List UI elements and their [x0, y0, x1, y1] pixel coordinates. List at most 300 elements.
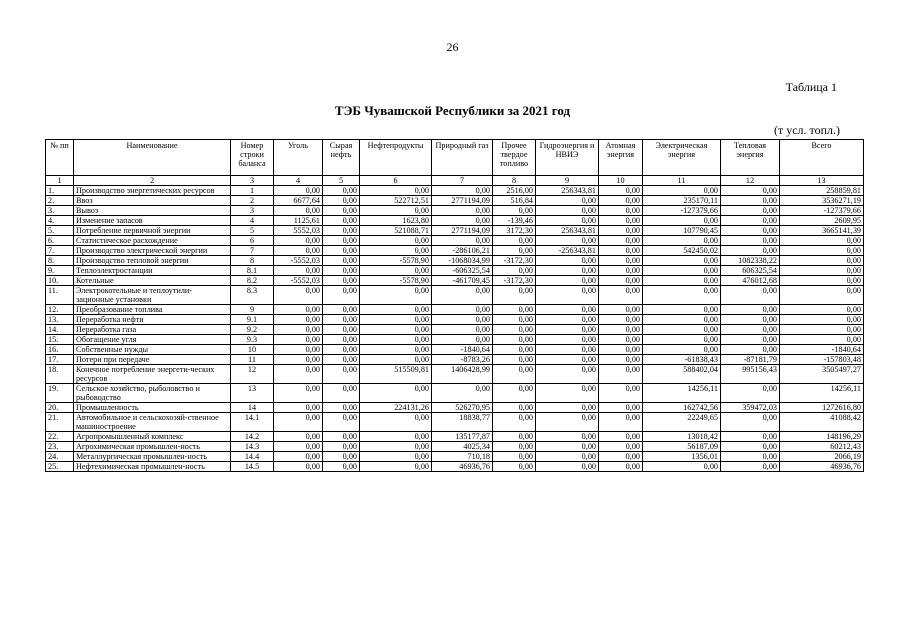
value-cell: 0,00	[536, 452, 599, 462]
balance-line-cell: 14.1	[231, 413, 274, 432]
balance-line-cell: 14.2	[231, 432, 274, 442]
energy-balance-table	[45, 139, 864, 472]
value-cell: 0,00	[599, 276, 643, 286]
value-cell: 0,00	[360, 442, 432, 452]
value-cell: 4025,34	[432, 442, 493, 452]
value-cell: 2066,19	[780, 452, 864, 462]
value-cell: 0,00	[360, 355, 432, 365]
value-cell: 256343,81	[536, 226, 599, 236]
row-name-cell: Изменение запасов	[74, 216, 231, 226]
balance-line-cell: 8.1	[231, 266, 274, 276]
column-header: Электрическая энергия	[643, 140, 721, 176]
value-cell: 0,00	[599, 196, 643, 206]
value-cell: -5578,90	[360, 276, 432, 286]
value-cell: 256343,81	[536, 186, 599, 196]
balance-line-cell: 5	[231, 226, 274, 236]
value-cell: 0,00	[323, 196, 360, 206]
value-cell: 0,00	[493, 206, 536, 216]
column-header: № пп	[46, 140, 74, 176]
value-cell: -1068034,99	[432, 256, 493, 266]
value-cell: 0,00	[599, 256, 643, 266]
value-cell: 0,00	[360, 413, 432, 432]
table-row	[46, 345, 864, 355]
value-cell: 0,00	[599, 226, 643, 236]
value-cell: 0,00	[274, 355, 323, 365]
balance-line-cell: 2	[231, 196, 274, 206]
table-body	[46, 176, 864, 472]
value-cell: 258859,81	[780, 186, 864, 196]
table-row	[46, 403, 864, 413]
table-row	[46, 335, 864, 345]
value-cell: 0,00	[360, 236, 432, 246]
row-name-cell: Теплоэлектростанции	[74, 266, 231, 276]
value-cell: 1356,01	[643, 452, 721, 462]
value-cell: 995156,43	[721, 365, 780, 384]
column-number-cell: 1	[46, 176, 74, 186]
value-cell: 0,00	[274, 335, 323, 345]
value-cell: 0,00	[323, 345, 360, 355]
value-cell: 588402,04	[643, 365, 721, 384]
column-header: Всего	[780, 140, 864, 176]
value-cell: 5552,03	[274, 226, 323, 236]
value-cell: 0,00	[599, 315, 643, 325]
value-cell: 224131,26	[360, 403, 432, 413]
row-name-cell: Автомобильное и сельскохозяй-ственное машиностроение	[74, 413, 231, 432]
value-cell: 0,00	[721, 315, 780, 325]
column-number-cell: 12	[721, 176, 780, 186]
balance-line-cell: 3	[231, 206, 274, 216]
value-cell: 0,00	[274, 365, 323, 384]
value-cell: 6677,64	[274, 196, 323, 206]
column-number-row	[46, 176, 864, 186]
value-cell: 0,00	[599, 413, 643, 432]
value-cell: 0,00	[493, 365, 536, 384]
value-cell: -127379,66	[643, 206, 721, 216]
row-name-cell: Потребление первичной энергии	[74, 226, 231, 236]
value-cell: -286106,21	[432, 246, 493, 256]
value-cell: 0,00	[274, 305, 323, 315]
table-row	[46, 206, 864, 216]
balance-line-cell: 14.3	[231, 442, 274, 452]
value-cell: 1125,61	[274, 216, 323, 226]
value-cell: 0,00	[493, 442, 536, 452]
row-number-cell: 16.	[46, 345, 74, 355]
value-cell: 0,00	[323, 256, 360, 266]
value-cell: 0,00	[360, 305, 432, 315]
value-cell: 0,00	[323, 335, 360, 345]
value-cell: 1406428,99	[432, 365, 493, 384]
value-cell: 0,00	[536, 355, 599, 365]
row-number-cell: 10.	[46, 276, 74, 286]
value-cell: -157803,48	[780, 355, 864, 365]
column-number-cell: 2	[74, 176, 231, 186]
header-row	[46, 140, 864, 176]
row-number-cell: 23.	[46, 442, 74, 452]
value-cell: 0,00	[643, 256, 721, 266]
value-cell: 14256,11	[780, 384, 864, 403]
row-name-cell: Нефтехимическая промышлен-ность	[74, 462, 231, 472]
value-cell: 0,00	[599, 305, 643, 315]
value-cell: 0,00	[721, 413, 780, 432]
value-cell: 41088,42	[780, 413, 864, 432]
value-cell: 0,00	[323, 246, 360, 256]
value-cell: 0,00	[536, 365, 599, 384]
column-number-cell: 6	[360, 176, 432, 186]
value-cell: 0,00	[323, 462, 360, 472]
column-header: Гидроэнергия и НВИЭ	[536, 140, 599, 176]
value-cell: 0,00	[360, 315, 432, 325]
value-cell: -8783,26	[432, 355, 493, 365]
row-number-cell: 22.	[46, 432, 74, 442]
value-cell: 0,00	[493, 355, 536, 365]
value-cell: -3172,30	[493, 256, 536, 266]
value-cell: 1272616,80	[780, 403, 864, 413]
table-row	[46, 413, 864, 432]
value-cell: 0,00	[323, 325, 360, 335]
column-number-cell: 11	[643, 176, 721, 186]
value-cell: 0,00	[780, 246, 864, 256]
value-cell: 0,00	[432, 335, 493, 345]
value-cell: 0,00	[323, 384, 360, 403]
row-number-cell: 13.	[46, 315, 74, 325]
value-cell: 0,00	[360, 452, 432, 462]
value-cell: 46936,76	[432, 462, 493, 472]
value-cell: 0,00	[493, 305, 536, 315]
value-cell: -5578,90	[360, 256, 432, 266]
value-cell: 2771194,09	[432, 226, 493, 236]
column-header: Уголь	[274, 140, 323, 176]
value-cell: 0,00	[536, 432, 599, 442]
table-row	[46, 452, 864, 462]
value-cell: 0,00	[536, 413, 599, 432]
balance-line-cell: 7	[231, 246, 274, 256]
balance-line-cell: 14	[231, 403, 274, 413]
column-number-cell: 5	[323, 176, 360, 186]
table-row	[46, 266, 864, 276]
column-header: Природный газ	[432, 140, 493, 176]
value-cell: 0,00	[721, 442, 780, 452]
value-cell: 0,00	[536, 325, 599, 335]
value-cell: 0,00	[780, 276, 864, 286]
row-name-cell: Электрокотельные и теплоутили-зационные установки	[74, 286, 231, 305]
value-cell: -1840,64	[780, 345, 864, 355]
value-cell: 0,00	[721, 236, 780, 246]
value-cell: 0,00	[274, 462, 323, 472]
row-number-cell: 25.	[46, 462, 74, 472]
value-cell: 0,00	[323, 286, 360, 305]
value-cell: 0,00	[780, 256, 864, 266]
value-cell: 0,00	[323, 305, 360, 315]
value-cell: 0,00	[360, 286, 432, 305]
value-cell: 0,00	[536, 196, 599, 206]
value-cell: 0,00	[274, 286, 323, 305]
value-cell: 0,00	[493, 413, 536, 432]
value-cell: 162742,56	[643, 403, 721, 413]
table-row	[46, 462, 864, 472]
value-cell: 0,00	[360, 186, 432, 196]
value-cell: 0,00	[599, 186, 643, 196]
value-cell: 0,00	[599, 216, 643, 226]
value-cell: 3172,30	[493, 226, 536, 236]
table-row	[46, 196, 864, 206]
value-cell: 0,00	[536, 276, 599, 286]
value-cell: 1623,80	[360, 216, 432, 226]
value-cell: 0,00	[493, 403, 536, 413]
table-row	[46, 216, 864, 226]
value-cell: 0,00	[274, 442, 323, 452]
value-cell: 0,00	[323, 206, 360, 216]
balance-line-cell: 8.3	[231, 286, 274, 305]
value-cell: 0,00	[493, 315, 536, 325]
value-cell: 0,00	[274, 186, 323, 196]
table-row	[46, 256, 864, 266]
value-cell: 0,00	[599, 432, 643, 442]
value-cell: 235170,11	[643, 196, 721, 206]
value-cell: 0,00	[721, 196, 780, 206]
row-number-cell: 9.	[46, 266, 74, 276]
value-cell: -87181,79	[721, 355, 780, 365]
value-cell: 0,00	[432, 384, 493, 403]
document-title: ТЭБ Чувашской Республики за 2021 год	[334, 103, 571, 118]
table-row	[46, 236, 864, 246]
value-cell: 2771194,09	[432, 196, 493, 206]
value-cell: 516,84	[493, 196, 536, 206]
row-name-cell: Агрохимическая промышлен-ность	[74, 442, 231, 452]
value-cell: 0,00	[432, 286, 493, 305]
value-cell: 0,00	[643, 216, 721, 226]
row-number-cell: 2.	[46, 196, 74, 206]
value-cell: -1840,64	[432, 345, 493, 355]
column-header: Сырая нефть	[323, 140, 360, 176]
column-number-cell: 9	[536, 176, 599, 186]
table-row	[46, 305, 864, 315]
value-cell: 0,00	[536, 315, 599, 325]
row-name-cell: Производство энергетических ресурсов	[74, 186, 231, 196]
value-cell: 0,00	[721, 325, 780, 335]
column-header: Тепловая энергия	[721, 140, 780, 176]
value-cell: 0,00	[599, 355, 643, 365]
column-number-cell: 3	[231, 176, 274, 186]
table-label: Таблица 1	[785, 80, 837, 94]
value-cell: 0,00	[360, 325, 432, 335]
value-cell: 0,00	[536, 335, 599, 345]
units-label: (т усл. топл.)	[773, 123, 840, 137]
value-cell: 526270,95	[432, 403, 493, 413]
value-cell: 0,00	[432, 315, 493, 325]
balance-line-cell: 14.4	[231, 452, 274, 462]
value-cell: 0,00	[274, 315, 323, 325]
value-cell: 0,00	[360, 384, 432, 403]
value-cell: 0,00	[643, 345, 721, 355]
value-cell: 0,00	[599, 286, 643, 305]
row-name-cell: Конечное потребление энергети-ческих ресурсов	[74, 365, 231, 384]
value-cell: 0,00	[599, 236, 643, 246]
value-cell: 0,00	[721, 206, 780, 216]
value-cell: 0,00	[780, 286, 864, 305]
value-cell: 0,00	[643, 276, 721, 286]
row-number-cell: 1.	[46, 186, 74, 196]
value-cell: 0,00	[432, 325, 493, 335]
row-number-cell: 14.	[46, 325, 74, 335]
value-cell: 0,00	[599, 266, 643, 276]
column-number-cell: 10	[599, 176, 643, 186]
row-name-cell: Собственные нужды	[74, 345, 231, 355]
row-name-cell: Статистическое расхождение	[74, 236, 231, 246]
row-name-cell: Сельское хозяйство, рыболовство и рыбоводство	[74, 384, 231, 403]
value-cell: 0,00	[721, 384, 780, 403]
balance-line-cell: 11	[231, 355, 274, 365]
value-cell: 0,00	[780, 305, 864, 315]
table-row	[46, 286, 864, 305]
row-number-cell: 21.	[46, 413, 74, 432]
value-cell: 0,00	[599, 345, 643, 355]
value-cell: 0,00	[360, 345, 432, 355]
value-cell: -606325,54	[432, 266, 493, 276]
value-cell: 0,00	[274, 206, 323, 216]
row-name-cell: Потери при передаче	[74, 355, 231, 365]
value-cell: -256343,81	[536, 246, 599, 256]
value-cell: 0,00	[323, 365, 360, 384]
value-cell: 0,00	[721, 305, 780, 315]
value-cell: 521088,71	[360, 226, 432, 236]
value-cell: 148196,29	[780, 432, 864, 442]
value-cell: 0,00	[536, 345, 599, 355]
value-cell: 0,00	[432, 186, 493, 196]
value-cell: 0,00	[721, 345, 780, 355]
value-cell: 0,00	[721, 452, 780, 462]
value-cell: 0,00	[323, 266, 360, 276]
value-cell: 0,00	[360, 206, 432, 216]
value-cell: 0,00	[360, 246, 432, 256]
value-cell: 0,00	[323, 236, 360, 246]
value-cell: 0,00	[780, 315, 864, 325]
value-cell: 0,00	[493, 452, 536, 462]
value-cell: -5552,03	[274, 276, 323, 286]
row-number-cell: 8.	[46, 256, 74, 266]
value-cell: 0,00	[721, 246, 780, 256]
value-cell: 0,00	[323, 216, 360, 226]
table-row	[46, 186, 864, 196]
value-cell: 0,00	[643, 186, 721, 196]
value-cell: 0,00	[536, 462, 599, 472]
value-cell: 0,00	[323, 355, 360, 365]
table-row	[46, 365, 864, 384]
value-cell: 0,00	[274, 345, 323, 355]
balance-line-cell: 8	[231, 256, 274, 266]
value-cell: 0,00	[536, 305, 599, 315]
value-cell: 2516,00	[493, 186, 536, 196]
value-cell: 0,00	[323, 442, 360, 452]
balance-line-cell: 14.5	[231, 462, 274, 472]
row-name-cell: Котельные	[74, 276, 231, 286]
balance-line-cell: 12	[231, 365, 274, 384]
row-number-cell: 6.	[46, 236, 74, 246]
value-cell: 3665141,39	[780, 226, 864, 236]
table-row	[46, 226, 864, 236]
value-cell: 0,00	[493, 266, 536, 276]
column-number-cell: 4	[274, 176, 323, 186]
row-name-cell: Производство тепловой энергии	[74, 256, 231, 266]
value-cell: 107790,45	[643, 226, 721, 236]
row-number-cell: 20.	[46, 403, 74, 413]
value-cell: 0,00	[721, 186, 780, 196]
row-name-cell: Преобразование топлива	[74, 305, 231, 315]
value-cell: 0,00	[536, 442, 599, 452]
value-cell: 0,00	[721, 335, 780, 345]
value-cell: 0,00	[643, 462, 721, 472]
value-cell: 0,00	[721, 226, 780, 236]
value-cell: 60212,43	[780, 442, 864, 452]
column-header: Атомная энергия	[599, 140, 643, 176]
table-row	[46, 315, 864, 325]
value-cell: 0,00	[323, 226, 360, 236]
value-cell: 0,00	[274, 266, 323, 276]
page-number: 26	[446, 40, 459, 54]
value-cell: 0,00	[493, 325, 536, 335]
row-name-cell: Переработка газа	[74, 325, 231, 335]
value-cell: 56187,09	[643, 442, 721, 452]
table-row	[46, 325, 864, 335]
table-row	[46, 246, 864, 256]
value-cell: 0,00	[432, 206, 493, 216]
column-number-cell: 13	[780, 176, 864, 186]
row-number-cell: 24.	[46, 452, 74, 462]
row-number-cell: 5.	[46, 226, 74, 236]
balance-line-cell: 9.3	[231, 335, 274, 345]
column-header: Прочее твердое топливо	[493, 140, 536, 176]
value-cell: 542450,02	[643, 246, 721, 256]
value-cell: 0,00	[323, 403, 360, 413]
value-cell: 0,00	[599, 452, 643, 462]
row-number-cell: 7.	[46, 246, 74, 256]
row-name-cell: Вывоз	[74, 206, 231, 216]
value-cell: 0,00	[721, 432, 780, 442]
value-cell: 18838,77	[432, 413, 493, 432]
value-cell: 0,00	[643, 325, 721, 335]
value-cell: 0,00	[780, 236, 864, 246]
row-number-cell: 3.	[46, 206, 74, 216]
balance-line-cell: 8.2	[231, 276, 274, 286]
value-cell: 0,00	[599, 325, 643, 335]
row-number-cell: 4.	[46, 216, 74, 226]
value-cell: 0,00	[323, 452, 360, 462]
value-cell: 0,00	[721, 216, 780, 226]
value-cell: 0,00	[599, 403, 643, 413]
value-cell: 0,00	[274, 236, 323, 246]
value-cell: 0,00	[536, 266, 599, 276]
value-cell: 0,00	[493, 236, 536, 246]
value-cell: 0,00	[780, 325, 864, 335]
row-number-cell: 18.	[46, 365, 74, 384]
value-cell: 0,00	[599, 462, 643, 472]
value-cell: 515509,81	[360, 365, 432, 384]
value-cell: 0,00	[780, 266, 864, 276]
value-cell: 0,00	[274, 325, 323, 335]
row-number-cell: 19.	[46, 384, 74, 403]
row-name-cell: Производство электрической энергии	[74, 246, 231, 256]
value-cell: 0,00	[274, 384, 323, 403]
value-cell: 0,00	[599, 442, 643, 452]
row-name-cell: Металлургическая промышлен-ность	[74, 452, 231, 462]
row-name-cell: Ввоз	[74, 196, 231, 206]
value-cell: -5552,03	[274, 256, 323, 266]
row-number-cell: 15.	[46, 335, 74, 345]
value-cell: 0,00	[274, 403, 323, 413]
balance-line-cell: 9	[231, 305, 274, 315]
value-cell: 522712,51	[360, 196, 432, 206]
value-cell: 0,00	[536, 216, 599, 226]
value-cell: -139,46	[493, 216, 536, 226]
